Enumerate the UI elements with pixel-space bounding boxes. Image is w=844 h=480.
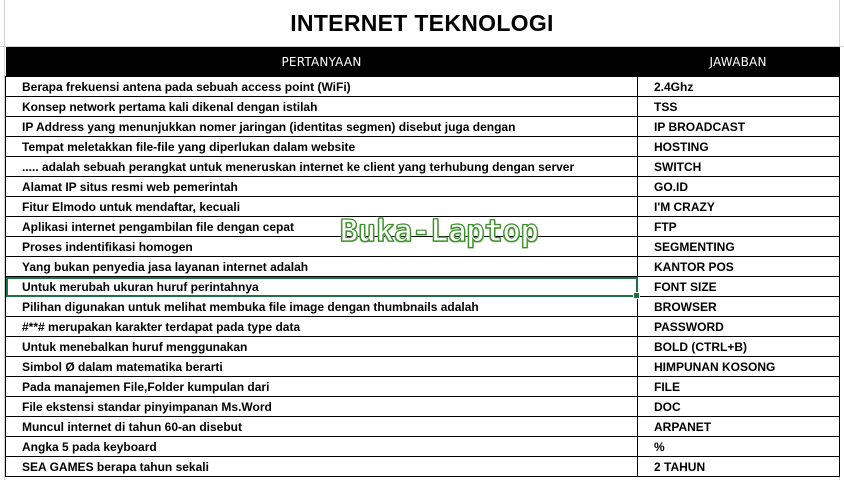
answer-cell[interactable]: SWITCH xyxy=(638,157,840,177)
table-row xyxy=(6,257,840,277)
answer-cell[interactable]: PASSWORD xyxy=(638,317,840,337)
table-row xyxy=(6,297,840,317)
question-cell[interactable]: Alamat IP situs resmi web pemerintah xyxy=(6,177,638,197)
table-row xyxy=(6,457,840,477)
answer-cell[interactable]: % xyxy=(638,437,840,457)
answer-cell[interactable]: 2.4Ghz xyxy=(638,77,840,97)
answer-cell[interactable]: GO.ID xyxy=(638,177,840,197)
question-cell[interactable]: Aplikasi internet pengambilan file dengan cepat xyxy=(6,217,638,237)
question-cell[interactable]: Simbol Ø dalam matematika berarti xyxy=(6,357,638,377)
question-cell[interactable]: Pilihan digunakan untuk melihat membuka file image dengan thumbnails adalah xyxy=(6,297,638,317)
answer-cell[interactable]: I'M CRAZY xyxy=(638,197,840,217)
table-row xyxy=(6,337,840,357)
header-row xyxy=(6,47,840,77)
answer-cell[interactable]: FILE xyxy=(638,377,840,397)
table-row xyxy=(6,117,840,137)
table-row xyxy=(6,397,840,417)
question-cell[interactable]: Fitur Elmodo untuk mendaftar, kecuali xyxy=(6,197,638,217)
answer-cell[interactable]: FTP xyxy=(638,217,840,237)
table-row xyxy=(6,277,840,297)
table-row xyxy=(6,377,840,397)
answer-cell[interactable]: BOLD (CTRL+B) xyxy=(638,337,840,357)
question-cell[interactable]: File ekstensi standar pinyimpanan Ms.Word xyxy=(6,397,638,417)
question-cell[interactable]: Berapa frekuensi antena pada sebuah access point (WiFi) xyxy=(6,77,638,97)
question-cell[interactable]: #**# merupakan karakter terdapat pada type data xyxy=(6,317,638,337)
answer-cell[interactable]: HIMPUNAN KOSONG xyxy=(638,357,840,377)
question-cell[interactable]: Pada manajemen File,Folder kumpulan dari xyxy=(6,377,638,397)
question-cell[interactable]: Proses indentifikasi homogen xyxy=(6,237,638,257)
question-cell[interactable]: IP Address yang menunjukkan nomer jaringan (identitas segmen) disebut juga dengan xyxy=(6,117,638,137)
table-row xyxy=(6,357,840,377)
answer-cell[interactable]: BROWSER xyxy=(638,297,840,317)
question-cell[interactable]: Yang bukan penyedia jasa layanan internet adalah xyxy=(6,257,638,277)
sheet-title: INTERNET TEKNOLOGI xyxy=(290,9,554,36)
question-cell[interactable]: ..... adalah sebuah perangkat untuk meneruskan internet ke client yang terhubung dengan server xyxy=(6,157,638,177)
answer-cell[interactable]: FONT SIZE xyxy=(638,277,840,297)
question-cell[interactable]: Tempat meletakkan file-file yang diperlukan dalam website xyxy=(6,137,638,157)
header-answer[interactable]: JAWABAN xyxy=(638,47,840,77)
answer-cell[interactable]: TSS xyxy=(638,97,840,117)
answer-cell[interactable]: ARPANET xyxy=(638,417,840,437)
answer-cell[interactable]: DOC xyxy=(638,397,840,417)
table-row xyxy=(6,137,840,157)
answer-cell[interactable]: 2 TAHUN xyxy=(638,457,840,477)
table-row xyxy=(6,97,840,117)
table-row xyxy=(6,177,840,197)
table-row xyxy=(6,157,840,177)
table-row xyxy=(6,317,840,337)
table-row xyxy=(6,197,840,217)
question-cell[interactable]: Untuk menebalkan huruf menggunakan xyxy=(6,337,638,357)
watermark-text: Buka-Laptop xyxy=(340,214,539,249)
question-cell[interactable]: SEA GAMES berapa tahun sekali xyxy=(6,457,638,477)
answer-cell[interactable]: HOSTING xyxy=(638,137,840,157)
table-row xyxy=(6,437,840,457)
title-cell[interactable] xyxy=(0,0,844,47)
table-row xyxy=(6,237,840,257)
question-cell[interactable]: Konsep network pertama kali dikenal dengan istilah xyxy=(6,97,638,117)
answer-cell[interactable]: KANTOR POS xyxy=(638,257,840,277)
table-row xyxy=(6,417,840,437)
table-row xyxy=(6,77,840,97)
question-cell[interactable]: Untuk merubah ukuran huruf perintahnya xyxy=(6,277,638,297)
question-cell[interactable]: Angka 5 pada keyboard xyxy=(6,437,638,457)
answer-cell[interactable]: SEGMENTING xyxy=(638,237,840,257)
table-row xyxy=(6,217,840,237)
answer-cell[interactable]: IP BROADCAST xyxy=(638,117,840,137)
header-question[interactable]: PERTANYAAN xyxy=(6,47,638,77)
selection-fill-handle[interactable] xyxy=(633,292,640,299)
question-cell[interactable]: Muncul internet di tahun 60-an disebut xyxy=(6,417,638,437)
qa-table xyxy=(5,47,840,477)
